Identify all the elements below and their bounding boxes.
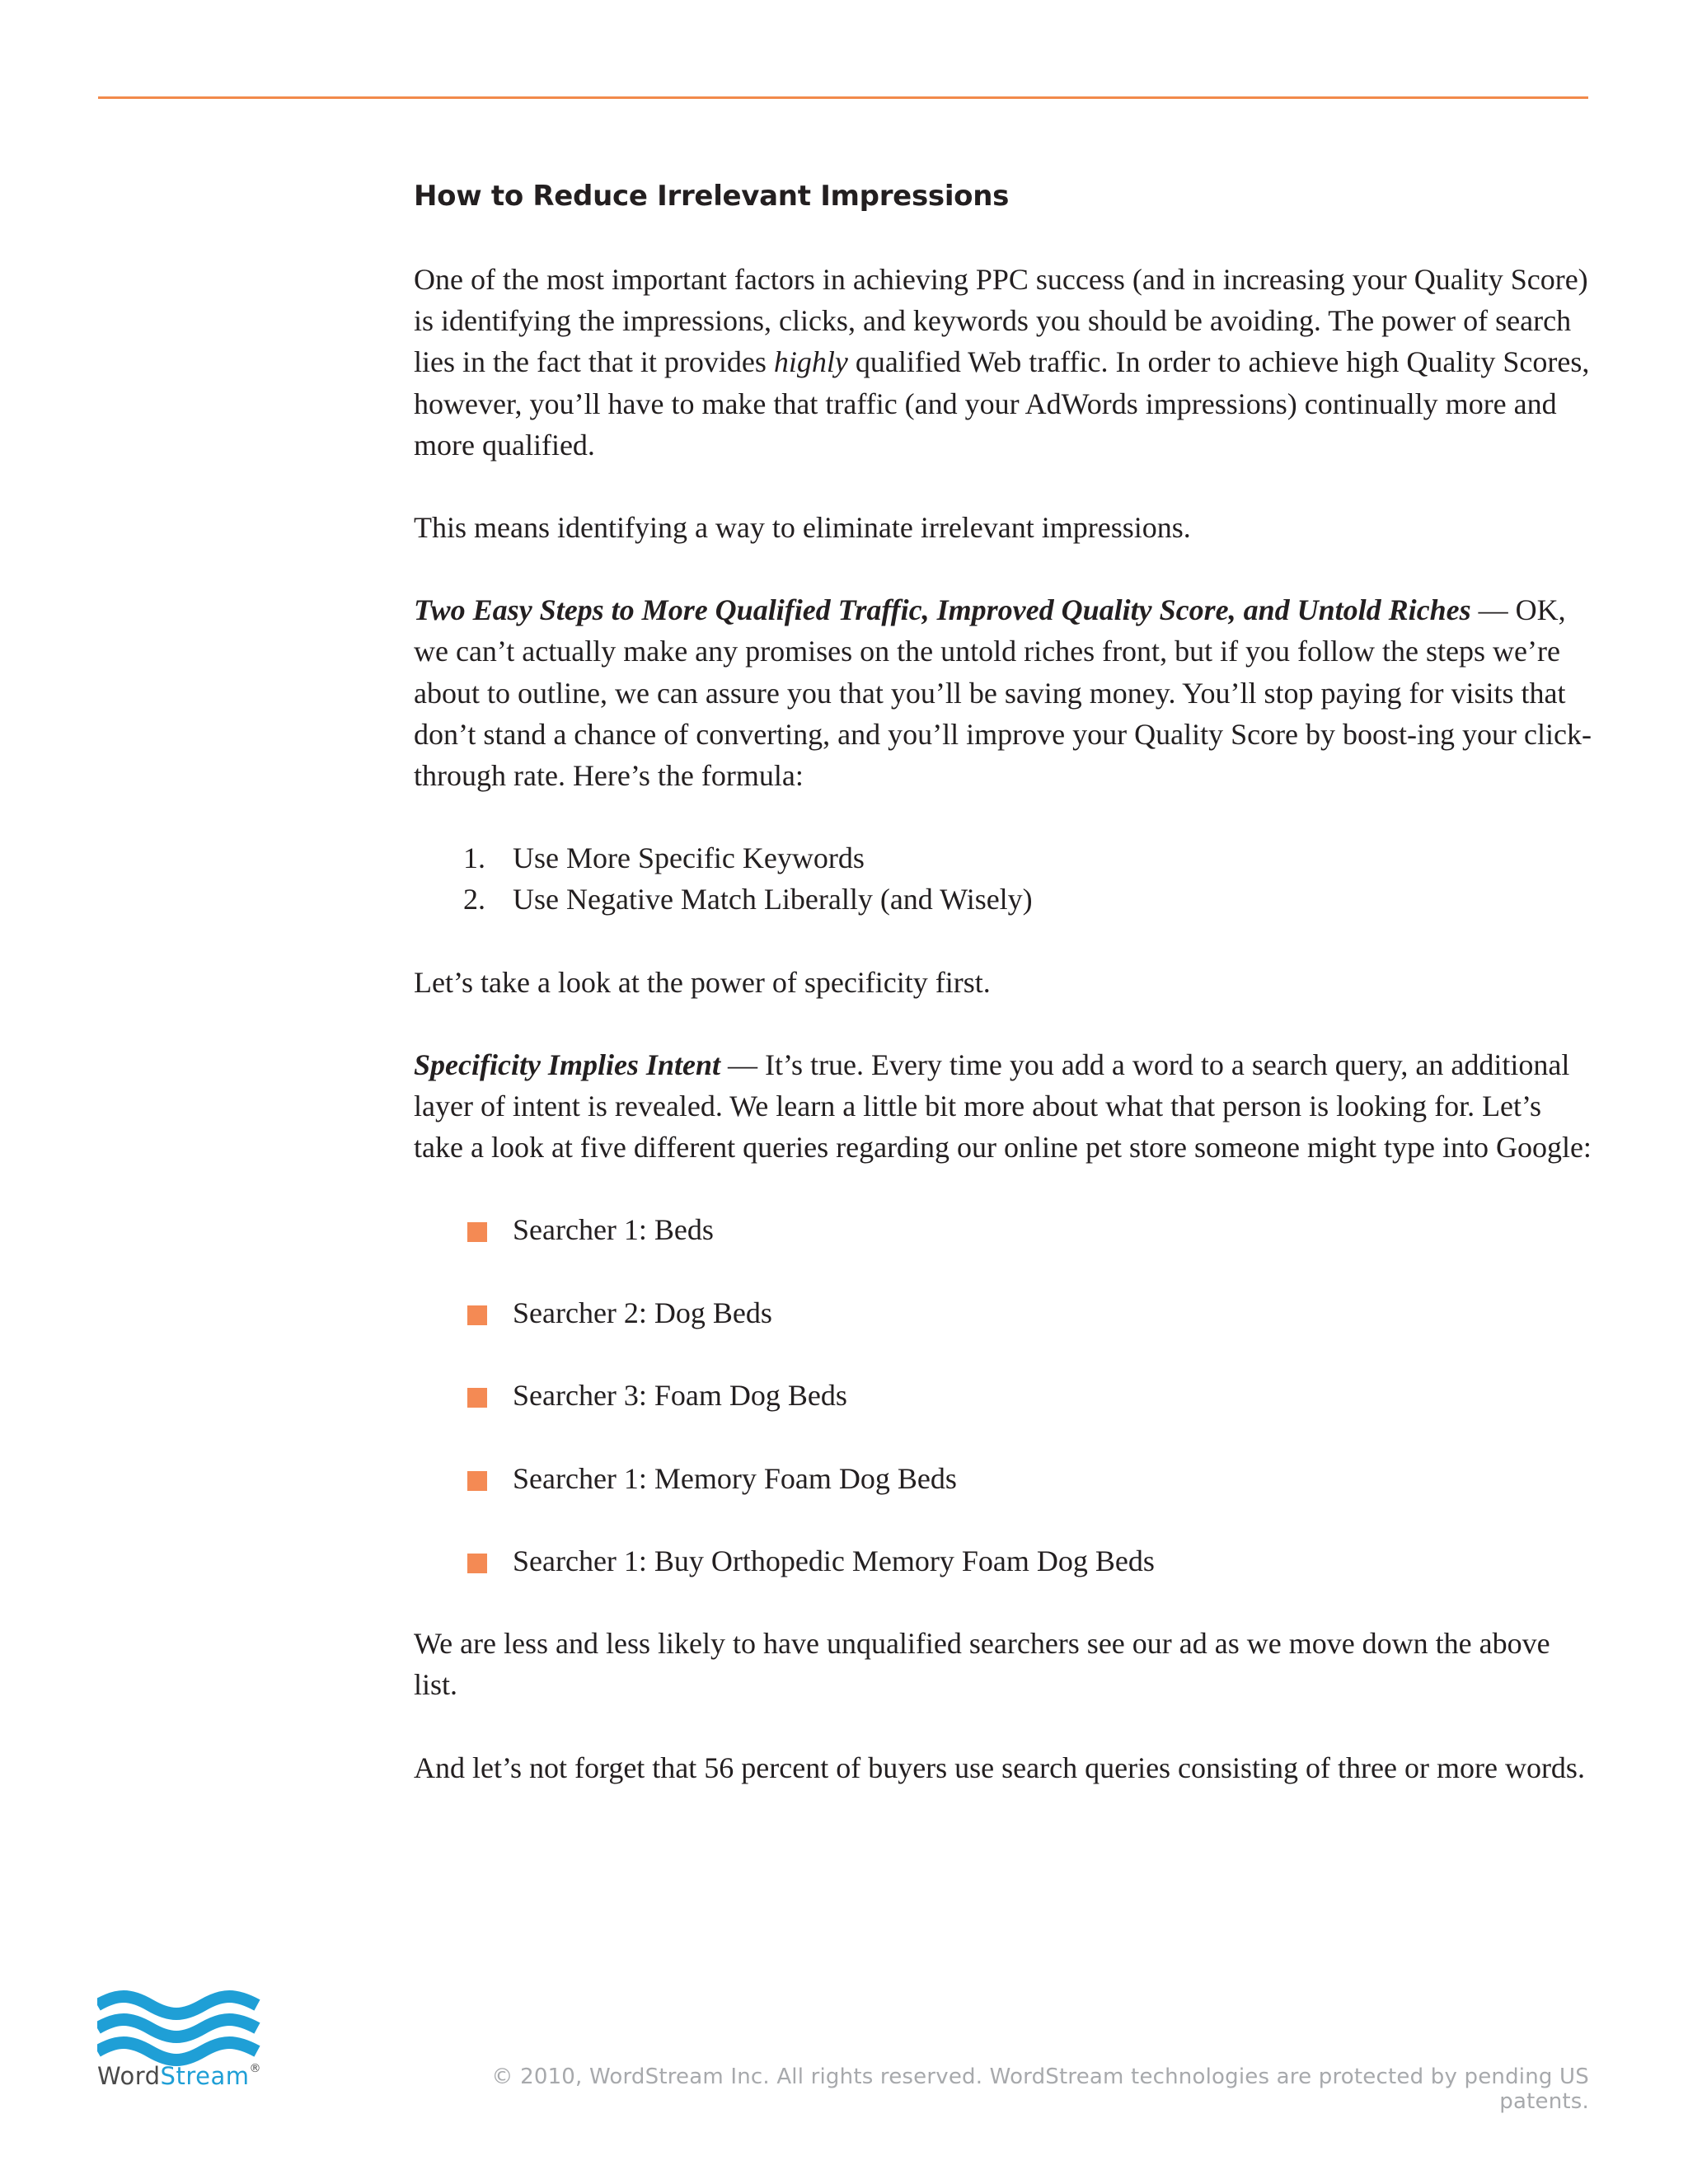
square-bullet-icon (467, 1388, 487, 1408)
copyright-footer: © 2010, WordStream Inc. All rights reserved. WordStream technologies are protected by pending US patents. (491, 2064, 1589, 2114)
searcher-text: Searcher 1: Beds (513, 1213, 714, 1247)
two-steps-text: — OK, we can’t actually make any promises on the untold riches front, but if you follow the steps we’re about to outline, we can assure you that you’ll be saving money. You’ll stop paying for visits that don’t stand a chance of converting, and you’ll improve your Quality Score by boost-ing your click-through rate. Here’s the formula: (414, 593, 1592, 793)
list-item (414, 837, 1592, 879)
step-number: 2. (463, 883, 485, 916)
step-text: Use Negative Match Liberally (and Wisely) (513, 883, 1033, 916)
square-bullet-icon (467, 1305, 487, 1325)
paragraph-two-steps (414, 589, 1592, 796)
section-heading: How to Reduce Irrelevant Impressions (414, 180, 1010, 213)
paragraph-specificity (414, 1044, 1592, 1169)
list-item (414, 1375, 1592, 1416)
square-bullet-icon (467, 1222, 487, 1242)
intro-text-2: qualified Web traffic. In order to achieve high Quality Scores, however, you’ll have to make that traffic (and your AdWords impressions) continually more and more qualified. (414, 345, 1590, 462)
intro-paragraph (414, 259, 1592, 466)
intro-emphasis: highly (773, 345, 848, 379)
searcher-list (414, 1209, 1592, 1582)
searcher-text: Searcher 2: Dog Beds (513, 1296, 772, 1329)
list-item (414, 1209, 1592, 1250)
specificity-text: — It’s true. Every time you add a word to a search query, an additional layer of intent is revealed. We learn a little bit more about what that person is looking for. Let’s take a look at five different queries regarding our online pet store someone might type into Google: (414, 1047, 1592, 1165)
steps-list (414, 837, 1592, 920)
list-item (414, 879, 1592, 920)
document-body (414, 175, 1592, 1788)
searcher-text: Searcher 1: Memory Foam Dog Beds (513, 1461, 957, 1495)
top-divider (98, 96, 1588, 99)
step-number: 1. (463, 841, 485, 875)
paragraph-less-likely: We are less and less likely to have unqualified searchers see our ad as we move down the above list. (414, 1627, 1550, 1702)
step-text: Use More Specific Keywords (513, 841, 865, 875)
list-item (414, 1540, 1592, 1582)
intro-text-1: One of the most important factors in achieving PPC success (and in increasing your Quality Score) is identifying the impressions, clicks, and keywords you should be avoiding. The power of search lies in the fact that it provides (414, 263, 1588, 379)
searcher-text: Searcher 1: Buy Orthopedic Memory Foam Dog Beds (513, 1544, 1155, 1578)
paragraph-eliminate: This means identifying a way to eliminate irrelevant impressions. (414, 511, 1191, 545)
square-bullet-icon (467, 1554, 487, 1573)
list-item (414, 1292, 1592, 1333)
paragraph-specificity-first: Let’s take a look at the power of specificity first. (414, 965, 991, 999)
wordstream-logo-text: WordStream® (97, 2062, 261, 2090)
list-item (414, 1458, 1592, 1499)
two-steps-lead: Two Easy Steps to More Qualified Traffic, Improved Quality Score, and Untold Riches (414, 593, 1471, 627)
square-bullet-icon (467, 1471, 487, 1491)
specificity-lead: Specificity Implies Intent (414, 1047, 720, 1081)
paragraph-56-percent: And let’s not forget that 56 percent of buyers use search queries consisting of three or more words. (414, 1750, 1585, 1784)
searcher-text: Searcher 3: Foam Dog Beds (513, 1379, 847, 1413)
